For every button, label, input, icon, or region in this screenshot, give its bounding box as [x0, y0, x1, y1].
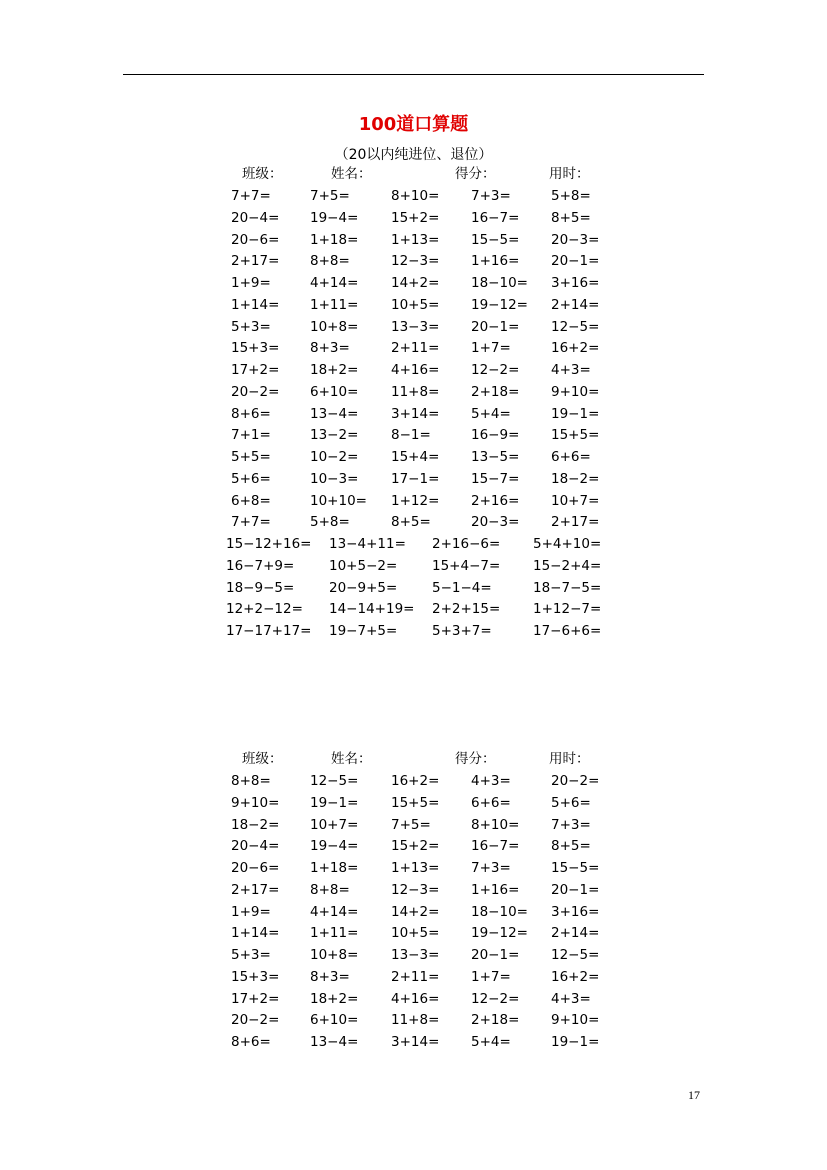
problem: 18−10=: [471, 903, 528, 920]
problem: 18−7−5=: [533, 579, 602, 596]
problem: 5+8=: [310, 514, 350, 531]
problem: 2+18=: [471, 1012, 520, 1029]
problem: 15−7=: [471, 470, 520, 487]
problem: 1+12−7=: [533, 601, 602, 618]
problem: 7+3=: [471, 188, 511, 204]
problem: 8+8=: [231, 773, 271, 789]
problem: 18−2=: [551, 470, 600, 487]
problem: 4+16=: [391, 990, 440, 1007]
problem: 8+10=: [471, 816, 520, 833]
problem: 3+16=: [551, 903, 600, 920]
problem: 2+17=: [231, 253, 280, 270]
problem: 6+10=: [310, 383, 359, 400]
problem: 10+5=: [391, 296, 440, 313]
problem: 8+5=: [551, 209, 591, 226]
problem: 20−4=: [231, 838, 280, 855]
problem: 11+8=: [391, 383, 440, 400]
problem: 2+11=: [391, 968, 440, 985]
problem: 8+3=: [310, 340, 350, 357]
page-subtitle: （20以内纯进位、退位）: [334, 147, 493, 163]
problem: 8+8=: [310, 881, 350, 898]
problem: 5−1−4=: [432, 579, 492, 596]
header-label-s1-2: 得分：: [455, 166, 496, 182]
problem: 13−4=: [310, 1034, 359, 1050]
problem: 1+12=: [391, 492, 440, 509]
problem: 16−7+9=: [226, 557, 295, 574]
problem: 16+2=: [391, 773, 440, 789]
problem: 19−7+5=: [329, 623, 398, 639]
problem: 19−12=: [471, 296, 528, 313]
problem: 2+16−6=: [432, 536, 501, 552]
problem: 2+16=: [471, 492, 520, 509]
problem: 12−5=: [551, 947, 600, 963]
problem: 9+10=: [551, 1012, 600, 1029]
problem: 15−2+4=: [533, 557, 602, 574]
problem: 16−7=: [471, 838, 520, 855]
header-label-s2-2: 得分：: [455, 751, 496, 767]
page-number: 17: [688, 1088, 700, 1102]
problem: 7+5=: [310, 188, 350, 204]
problem: 15−12+16=: [226, 536, 312, 552]
problem: 5+4+10=: [533, 536, 602, 552]
problem: 15+4−7=: [432, 557, 501, 574]
problem: 15+2=: [391, 838, 440, 855]
problem: 2+17=: [231, 881, 280, 898]
page-title: 100道口算题: [358, 114, 469, 135]
problem: 15+3=: [231, 340, 280, 357]
problem: 4+3=: [551, 990, 591, 1007]
problem: 8+5=: [551, 838, 591, 855]
problem: 6+6=: [551, 449, 591, 465]
problem: 20−3=: [471, 514, 520, 531]
problem: 1+16=: [471, 881, 520, 898]
header-label-s2-0: 班级：: [242, 751, 283, 767]
problem: 12−3=: [391, 253, 440, 270]
problem: 12−3=: [391, 881, 440, 898]
problem: 8+6=: [231, 1034, 271, 1050]
problem: 14−14+19=: [329, 601, 415, 618]
problem: 15+4=: [391, 449, 440, 465]
problem: 19−1=: [551, 1034, 600, 1050]
problem: 16−9=: [471, 427, 520, 444]
problem: 10−2=: [310, 449, 359, 465]
problem: 8+5=: [391, 514, 431, 531]
problem: 20−4=: [231, 209, 280, 226]
problem: 8−1=: [391, 427, 431, 444]
problem: 7+1=: [231, 427, 271, 444]
header-label-s1-3: 用时：: [549, 166, 590, 182]
problem: 7+3=: [471, 860, 511, 876]
problem: 15+3=: [231, 968, 280, 985]
header-label-s1-0: 班级：: [242, 166, 283, 182]
problem: 2+14=: [551, 925, 600, 942]
problem: 5+4=: [471, 405, 511, 422]
problem: 10+7=: [310, 816, 359, 833]
problem: 8+6=: [231, 405, 271, 422]
problem: 12−5=: [551, 318, 600, 335]
problem: 10+7=: [551, 492, 600, 509]
problem: 2+2+15=: [432, 601, 501, 618]
header-label-s2-1: 姓名：: [331, 751, 372, 767]
problem: 4+14=: [310, 275, 359, 291]
problem: 10+8=: [310, 947, 359, 963]
problem: 5+3=: [231, 947, 271, 963]
problem: 1+9=: [231, 903, 271, 920]
problem: 8+3=: [310, 968, 350, 985]
problem: 16+2=: [551, 968, 600, 985]
problem: 19−1=: [551, 405, 600, 422]
problem: 15−5=: [471, 231, 520, 248]
problem: 15+2=: [391, 209, 440, 226]
problem: 18−10=: [471, 275, 528, 291]
problem: 2+17=: [551, 514, 600, 531]
problem: 10−3=: [310, 470, 359, 487]
problem: 5+3+7=: [432, 623, 492, 639]
problem: 4+3=: [471, 773, 511, 789]
problem: 8+8=: [310, 253, 350, 270]
problem: 13−2=: [310, 427, 359, 444]
header-rule: [123, 74, 704, 75]
problem: 17−6+6=: [533, 623, 602, 639]
problem: 12−2=: [471, 362, 520, 378]
problem: 20−2=: [551, 773, 600, 789]
problem: 3+14=: [391, 405, 440, 422]
problem: 6+8=: [231, 492, 271, 509]
problem: 20−1=: [471, 318, 520, 335]
problem: 7+5=: [391, 816, 431, 833]
problem: 6+6=: [471, 794, 511, 811]
problem: 20−6=: [231, 231, 280, 248]
problem: 19−4=: [310, 209, 359, 226]
problem: 10+10=: [310, 492, 367, 509]
problem: 13−4+11=: [329, 536, 406, 552]
problem: 7+7=: [231, 514, 271, 531]
problem: 16−7=: [471, 209, 520, 226]
problem: 13−4=: [310, 405, 359, 422]
problem: 4+3=: [551, 362, 591, 378]
problem: 3+16=: [551, 275, 600, 291]
problem: 15+5=: [551, 427, 600, 444]
problem: 20−3=: [551, 231, 600, 248]
header-label-s1-1: 姓名：: [331, 166, 372, 182]
problem: 20−9+5=: [329, 579, 398, 596]
problem: 3+14=: [391, 1034, 440, 1050]
problem: 9+10=: [231, 794, 280, 811]
problem: 5+3=: [231, 318, 271, 335]
problem: 13−5=: [471, 449, 520, 465]
problem: 1+13=: [391, 860, 440, 876]
problem: 19−1=: [310, 794, 359, 811]
problem: 10+8=: [310, 318, 359, 335]
problem: 1+18=: [310, 231, 359, 248]
problem: 1+9=: [231, 275, 271, 291]
problem: 5+4=: [471, 1034, 511, 1050]
problem: 15−5=: [551, 860, 600, 876]
problem: 16+2=: [551, 340, 600, 357]
problem: 1+7=: [471, 968, 511, 985]
problem: 20−1=: [551, 881, 600, 898]
problem: 10+5=: [391, 925, 440, 942]
problem: 17+2=: [231, 362, 280, 378]
problem: 12−5=: [310, 773, 359, 789]
problem: 4+14=: [310, 903, 359, 920]
problem: 2+11=: [391, 340, 440, 357]
problem: 2+18=: [471, 383, 520, 400]
problem: 1+7=: [471, 340, 511, 357]
problem: 15+5=: [391, 794, 440, 811]
problem: 17−17+17=: [226, 623, 312, 639]
problem: 5+6=: [551, 794, 591, 811]
problem: 1+13=: [391, 231, 440, 248]
problem: 14+2=: [391, 903, 440, 920]
problem: 18+2=: [310, 362, 359, 378]
header-label-s2-3: 用时：: [549, 751, 590, 767]
problem: 12−2=: [471, 990, 520, 1007]
problem: 1+14=: [231, 296, 280, 313]
problem: 9+10=: [551, 383, 600, 400]
problem: 18+2=: [310, 990, 359, 1007]
problem: 20−2=: [231, 383, 280, 400]
problem: 13−3=: [391, 318, 440, 335]
problem: 20−2=: [231, 1012, 280, 1029]
problem: 7+7=: [231, 188, 271, 204]
problem: 5+8=: [551, 188, 591, 204]
problem: 1+14=: [231, 925, 280, 942]
problem: 11+8=: [391, 1012, 440, 1029]
problem: 8+10=: [391, 188, 440, 204]
problem: 14+2=: [391, 275, 440, 291]
problem: 10+5−2=: [329, 557, 398, 574]
problem: 17+2=: [231, 990, 280, 1007]
problem: 2+14=: [551, 296, 600, 313]
problem: 17−1=: [391, 470, 440, 487]
problem: 5+5=: [231, 449, 271, 465]
problem: 4+16=: [391, 362, 440, 378]
problem: 1+11=: [310, 925, 359, 942]
problem: 1+16=: [471, 253, 520, 270]
problem: 5+6=: [231, 470, 271, 487]
problem: 18−2=: [231, 816, 280, 833]
problem: 1+11=: [310, 296, 359, 313]
problem: 12+2−12=: [226, 601, 303, 618]
problem: 20−1=: [551, 253, 600, 270]
problem: 6+10=: [310, 1012, 359, 1029]
problem: 7+3=: [551, 816, 591, 833]
problem: 20−1=: [471, 947, 520, 963]
problem: 19−12=: [471, 925, 528, 942]
problem: 13−3=: [391, 947, 440, 963]
problem: 18−9−5=: [226, 579, 295, 596]
problem: 19−4=: [310, 838, 359, 855]
problem: 1+18=: [310, 860, 359, 876]
problem: 20−6=: [231, 860, 280, 876]
